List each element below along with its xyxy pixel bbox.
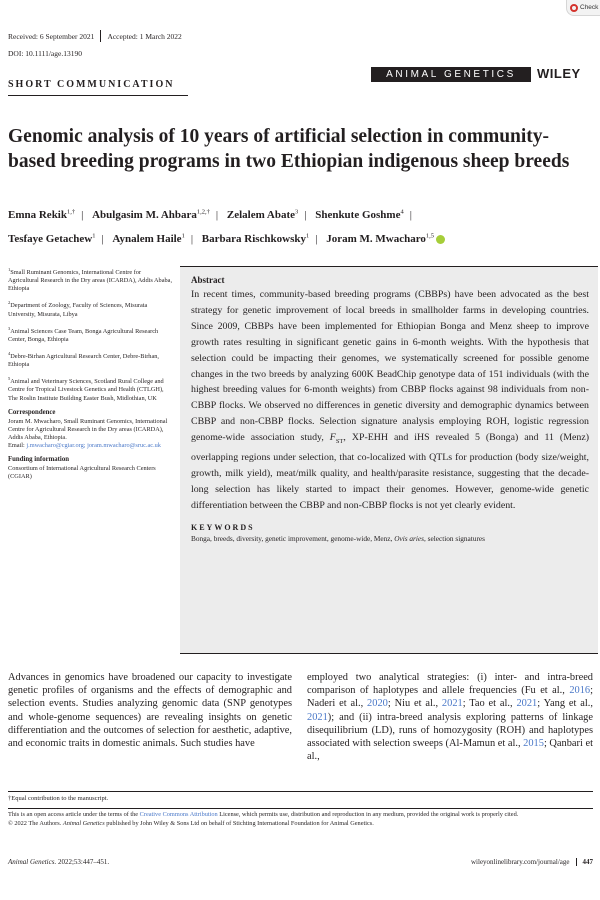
citation-link[interactable]: 2015: [523, 738, 544, 750]
journal-url[interactable]: wileyonlinelibrary.com/journal/age: [471, 858, 570, 866]
doi[interactable]: DOI: 10.1111/age.13190: [8, 49, 82, 58]
publisher-logo[interactable]: WILEY: [537, 66, 581, 81]
author[interactable]: Aynalem Haile$^1$: [112, 232, 185, 246]
keywords: Bonga, breeds, diversity, genetic improvement, genome-wide, Menz, Ovis aries, selection signatures: [191, 533, 485, 543]
affiliation: $^3$Animal Sciences Case Team, Bonga Agricultural Research Center, Bonga, Ethiopia: [8, 325, 159, 343]
citation-link[interactable]: 2016: [569, 685, 591, 697]
funding-heading: Funding information: [8, 456, 69, 464]
orcid-icon[interactable]: [436, 235, 445, 244]
correspondence-text: Joram M. Mwacharo, Small Ruminant Genomics, International Centre for Agricultural Research in the Dry areas (ICARDA), Addis Ababa, Ethiopia. Email: j.mwacharo@cgiar.org; joram.mwacharo@sruc.ac.uk: [8, 417, 168, 449]
correspondence-heading: Correspondence: [8, 408, 56, 416]
equal-contribution-note: †Equal contribution to the manuscript.: [8, 795, 109, 802]
section-rule: [8, 95, 188, 96]
check-ring-icon: [570, 4, 578, 12]
author-list: Emna Rekik$^{1,\dagger}$ | Abulgasim M. Ahbara$^{1,2,\dagger}$ | Zelalem Abate$^3$ | Shenkute Goshme$^4$ | Tesfaye Getachew$^1$ | Aynalem Haile$^1$ | Barbara Rischkowsky$^1$ | Joram M. Mwacharo$^{1,5}$: [8, 201, 593, 250]
author[interactable]: Abulgasim M. Ahbara$^{1,2,\dagger}$: [92, 208, 210, 221]
author[interactable]: Barbara Rischkowsky$^1$: [201, 232, 310, 246]
journal-logo[interactable]: ANIMAL GENETICS: [371, 67, 531, 82]
citation-link[interactable]: 2021: [307, 711, 328, 723]
footer-citation: Animal Genetics. 2022;53:447–451.: [8, 858, 110, 866]
body-column-left: Advances in genomics have broadened our capacity to investigate genetic profiles of organisms and the effects of demographic and selection events. Studies analyzing genomic data (SNP genotypes and whole-genome sequences) are revealing insights on genetic differentiation and the outcomes of selection for aesthetic, adaptive, and economic traits in domestic animals. Such studies have: [8, 672, 292, 750]
received-date: Received: 6 September 2021: [8, 31, 95, 41]
affiliation: $^4$Debre-Birhan Agricultural Research Center, Debre-Birhan, Ethiopia: [8, 350, 159, 369]
keywords-heading: KEYWORDS: [191, 522, 255, 532]
affiliation: $^1$Small Ruminant Genomics, International Centre for Agricultural Research in the Dry areas (ICARDA), Addis Ababa, Ethiopia: [8, 267, 173, 293]
divider: [100, 30, 101, 42]
accepted-date: Accepted: 1 March 2022: [107, 31, 182, 41]
body-column-right: employed two analytical strategies: (i) inter- and intra-breed comparison of haplotypes and allele frequencies (Fu et al., 2016; Naderi et al., 2020; Niu et al., 2021; Tao et al., 2021; Yang et al., 2021); and (ii) intra-breed analysis exploring patterns of linkage disequilibrium (LD), runs of homozygosity (ROH) and haplotypes associated with selection sweeps (Al-Mamun et al., 2015; Qanbari et al.,: [307, 672, 593, 763]
author[interactable]: Emna Rekik$^{1,\dagger}$: [8, 208, 76, 221]
check-label: Check: [580, 4, 599, 11]
footnote-rule: [8, 791, 593, 792]
affiliation: $^5$Animal and Veterinary Sciences, Scotland Rural College and Centre for Tropical Livestock Genetics and Health (CTLGH), The Roslin Institute Building Easter Bush, Midlothian, UK: [8, 376, 164, 402]
author[interactable]: Zelalem Abate$^3$: [226, 208, 299, 221]
abstract-heading: Abstract: [191, 275, 225, 285]
license-link[interactable]: Creative Commons Attribution: [139, 811, 218, 818]
funding-text: Consortium of International Agricultural Research Centers (CGIAR): [8, 465, 156, 481]
author[interactable]: Tesfaye Getachew$^1$: [8, 232, 96, 246]
author[interactable]: Shenkute Goshme$^4$: [315, 208, 404, 221]
section-label: SHORT COMMUNICATION: [8, 79, 175, 90]
abstract-text: In recent times, community-based breeding programs (CBBPs) have been advocated as the best strategy for genetic improvement of local breeds in smallholder farms in developing countries. Since 2009, CBBPs have been implemented for Ethiopian Bonga and Menz sheep to improve growth rates resulting in significant genetic gains in 6-month weights. With the hypothesis that selection could be impacting their genomes, we systematically screened for possible genome changes in the two breeds by analyzing 600K BeadChip genotype data of 151 individuals (with the highest breeding values for 6-month weights) from CBBP flocks against 98 individuals from non-CBBP flocks. We observed no differences in genetic diversity and demographic dynamics between CBBP and non-CBBP flocks. Selection signature analysis employing ROH, logistic regression genome-wide association study, $F_{ST}$, XP-EHH and iHS revealed 5 (Bonga) and 11 (Menz) overlapping regions under selection, that co-localized with QTLs for production (body size/weight, growth, milk yield), meat/milk quality, and health/parasite resistance, suggesting that the decade-long selection has likely started to impact their genomes. However, genome-wide genetic differentiation between the CBBP and non-CBBP flocks is not yet clearly evident.: [191, 289, 589, 511]
license-rule: [8, 808, 593, 809]
affiliation: $^2$Department of Zoology, Faculty of Sciences, Misurata University, Misurata, Libya: [8, 300, 148, 318]
license-note: This is an open access article under the terms of the Creative Commons Attribution License, which permits use, distribution and reproduction in any medium, provided the original work is properly cited. © 2022 The Authors. Animal Genetics published by John Wiley & Sons Ltd on behalf of Stichting International Foundation for Animal Genetics.: [8, 811, 519, 827]
affiliations-column: [8, 266, 173, 487]
page-number: 447: [576, 858, 594, 866]
check-for-updates-badge[interactable]: [566, 0, 600, 16]
abstract-box: [180, 266, 598, 654]
page-footer: [8, 858, 593, 866]
article-title: Genomic analysis of 10 years of artificial selection in community-based breeding programs in two Ethiopian indigenous sheep breeds: [8, 126, 570, 172]
author[interactable]: Joram M. Mwacharo$^{1,5}$: [326, 232, 435, 246]
email-link[interactable]: j.mwacharo@cgiar.org; joram.mwacharo@sruc.ac.uk: [26, 441, 161, 449]
citation-link[interactable]: 2020: [367, 698, 388, 710]
citation-link[interactable]: 2021: [516, 698, 538, 710]
citation-link[interactable]: 2021: [441, 698, 463, 710]
article-dates: [8, 30, 182, 42]
